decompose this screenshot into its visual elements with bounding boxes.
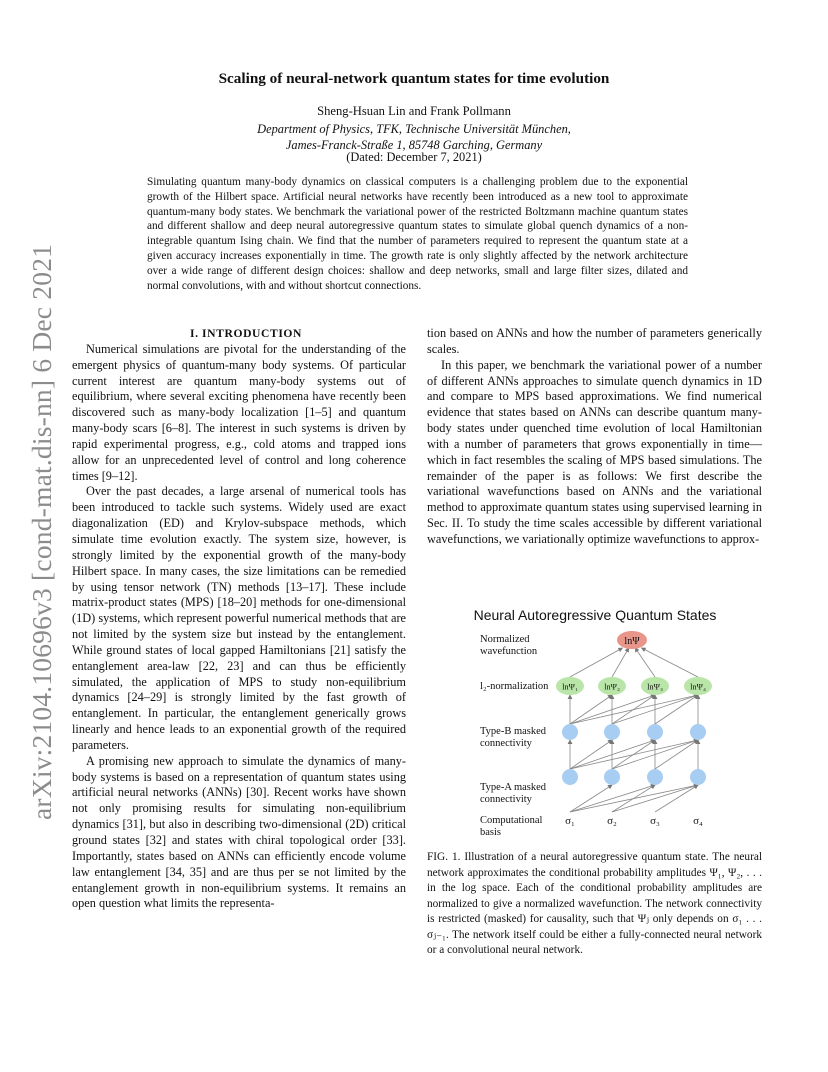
connection-arrow	[570, 740, 655, 769]
authors: Sheng-Hsuan Lin and Frank Pollmann	[317, 104, 511, 118]
connection-arrow	[612, 740, 655, 769]
hidden-node-type-a	[604, 769, 620, 785]
hidden-node-type-a	[647, 769, 663, 785]
hidden-node-type-a	[562, 769, 578, 785]
figure-title: Neural Autoregressive Quantum States	[473, 607, 717, 623]
paragraph: Numerical simulations are pivotal for the understanding of the emergent physics of quantum-many body systems. Of particular current interest are quantum many-body systems out of equilibrium, where several exciting phenomena have recently been discovered such as many-body localization [1–5] and quantum many-body scars [6–8]. The interest in such systems is driven by rapid experimental progress, e.g., cold atoms and trapped ions allow for an unprecedented level of control and long coherence times [9–12].	[72, 341, 406, 483]
section-heading: I. INTRODUCTION	[189, 327, 303, 340]
paragraph: A promising new approach to simulate the dynamics of many-body systems is based on a representation of quantum states using artificial neural networks (ANNs) [30]. Recent works have shown not only promising results for simulating non-equilibrium dynamics [31], but also in describing two-dimensional (2D) critical ground states [32] and states with chiral topological order [33]. Importantly, states based on ANNs can efficiently encode volume law entanglement [34, 35] and are thus per se not limited by the entanglement growth in non-equilibrium systems. It remains an open question what limits the representa-	[72, 753, 406, 911]
connection-arrow	[635, 648, 655, 677]
paragraph: tion based on ANNs and how the number of parameters generically scales.	[427, 326, 762, 356]
connection-arrow	[655, 740, 698, 769]
right-column	[427, 326, 762, 548]
figure-label: basis	[480, 827, 501, 838]
paragraph: In this paper, we benchmark the variational power of a number of different ANNs approaches to simulate quench dynamics in 1D and compare to MPS based approximations. We find numerical evidence that states based on ANNs can describe quantum many-body states under quenched time evolution of local Hamiltonian with a number of parameters that grows exponentially in time—which in fact resembles the scaling of MPS based simulations. The remainder of the paper is as follows: We first describe the variational wavefunctions based on ANNs and the variational method to approximate quantum states using supervised learning in Sec. II. To study the time scales accessible by different variational wavefunctions, we variationally optimize wavefunctions to approx-	[427, 357, 762, 546]
paper-title: Scaling of neural-network quantum states for time evolution	[218, 70, 610, 87]
connection-arrow	[612, 695, 655, 724]
paragraph: Over the past decades, a large arsenal of numerical tools has been introduced to tackle such systems. Widely used are exact diagonalization (ED) and Krylov-subspace methods, which simulate time evolution exactly. The system size, however, is strongly limited by the exponential growth of the many-body Hilbert space. In many cases, the size limitations can be remedied by using tensor network (TN) methods [13–17]. These include matrix-product states (MPS) [18–20] methods for one-dimensional (1D) systems, which represent powerful numerical methods that are not limited by the system size but instead by the entanglement. While ground states of local gapped Hamiltonians [21] satisfy the entanglement area-law [22, 23] and can thus be efficiently simulated, the application of MPS to study non-equilibrium dynamics [24–29] is strongly limited by the fast growth of entanglement. In particular, the entanglement generically grows linearly and hence leads to an exponential growth of the required parameters.	[72, 484, 406, 752]
sigma-node-label: σ₂	[607, 815, 617, 827]
figure-label: Computational	[480, 815, 543, 826]
affiliation-line-2: James-Franck-Straße 1, 85748 Garching, Germany	[285, 138, 543, 152]
psi-node-label: lnΨ₂	[604, 681, 620, 692]
affiliation	[0, 121, 828, 153]
hidden-node-type-b	[647, 724, 663, 740]
hidden-node-type-b	[690, 724, 706, 740]
figure-label: wavefunction	[480, 646, 538, 657]
figure-caption: FIG. 1. Illustration of a neural autoregressive quantum state. The neural network approximates the conditional probability amplitudes Ψ₁, Ψ₂, . . . in the log space. Each of the conditional probability amplitudes are normalized to give a normalized wavefunction. The network connectivity is restricted (masked) for causality, such that Ψⱼ only depends on σ₁ . . . σⱼ₋₁. The network itself could be either a fully-connected neural network or a convolutional neural network.	[427, 851, 762, 956]
wavefunction-node-label: lnΨ	[624, 636, 640, 647]
connection-arrow	[570, 785, 655, 812]
figure-label: Type-A masked	[480, 782, 547, 793]
abstract: Simulating quantum many-body dynamics on classical computers is a challenging problem due to the exponential growth of the Hilbert space. Artificial neural networks have recently been introduced as a new tool to approximate quantum-many body states. We benchmark the variational power of the restricted Boltzmann machine quantum states and different shallow and deep neural autoregressive quantum states to simulate global quench dynamics of a non-integrable quantum Ising chain. We find that the number of parameters required to represent the quantum state at a given accuracy increases exponentially in time. The growth rate is only slightly affected by the network architecture over a wide range of different design choices: shallow and deep networks, small and large filter sizes, dilated and normal convolutions, with and without shortcut connections.	[147, 176, 688, 292]
figure-label: connectivity	[480, 794, 532, 805]
figure-neural-autoregressive	[470, 604, 720, 844]
sigma-node-label: σ₃	[650, 815, 660, 827]
connection-arrow	[612, 785, 698, 812]
hidden-node-type-b	[562, 724, 578, 740]
connection-arrow	[655, 785, 698, 812]
psi-node-label: lnΨ₁	[562, 681, 578, 692]
arxiv-identifier: arXiv:2104.10696v3 [cond-mat.dis-nn] 6 Dec 2021	[26, 243, 57, 820]
affiliation-line-1: Department of Physics, TFK, Technische Universität München,	[257, 122, 571, 136]
figure-label: l₂-normalization	[480, 681, 549, 692]
hidden-node-type-b	[604, 724, 620, 740]
connection-arrow	[612, 785, 655, 812]
connection-arrow	[655, 695, 698, 724]
connection-arrow	[642, 648, 698, 677]
figure-label: connectivity	[480, 738, 532, 749]
hidden-node-type-a	[690, 769, 706, 785]
figure-label: Normalized	[480, 634, 530, 645]
psi-node-label: lnΨ₄	[690, 681, 706, 692]
connection-arrow	[570, 695, 655, 724]
psi-node-label: lnΨ₃	[647, 681, 663, 692]
figure-label: Type-B masked	[480, 726, 547, 737]
date-line: (Dated: December 7, 2021)	[346, 150, 482, 164]
sigma-node-label: σ₄	[693, 815, 703, 827]
left-column	[72, 326, 406, 912]
sigma-node-label: σ₁	[565, 815, 575, 827]
